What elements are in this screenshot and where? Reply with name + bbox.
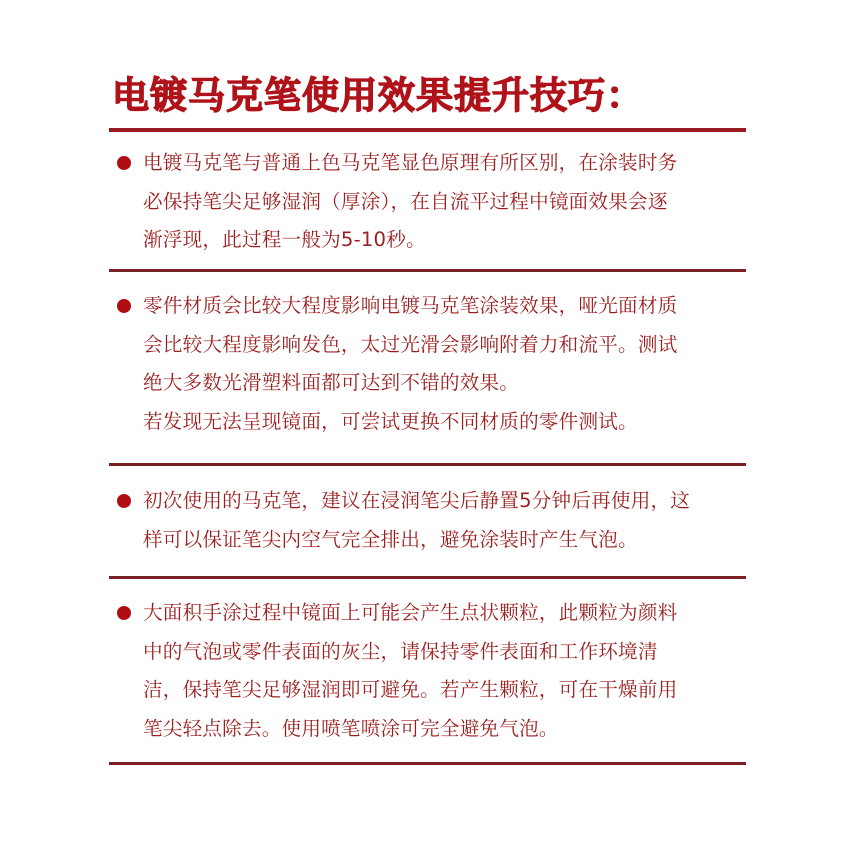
tip-line: 绝大多数光滑塑料面都可达到不错的效果。 [143,371,520,394]
tip-line: 洁，保持笔尖足够湿润即可避免。若产生颗粒，可在干燥前用 [143,678,678,701]
section-divider [109,463,746,466]
tip-text [143,482,746,559]
tip-line: 初次使用的马克笔，建议在浸润笔尖后静置5分钟后再使用，这 [143,489,691,512]
tip-line: 样可以保证笔尖内空气完全排出，避免涂装时产生气泡。 [143,527,638,551]
title-underline [109,128,746,132]
tip-item-3 [109,482,746,562]
tip-text [143,287,746,441]
tip-line: 笔尖轻点除去。使用喷笔喷涂可完全避免气泡。 [143,716,559,740]
tip-line: 若发现无法呈现镜面，可尝试更换不同材质的零件测试。 [143,409,638,433]
tip-line: 渐浮现，此过程一般为5-10秒。 [143,228,426,251]
section-divider [109,762,746,765]
tip-line: 大面积手涂过程中镜面上可能会产生点状颗粒，此颗粒为颜料 [143,601,678,624]
tip-line: 中的气泡或零件表面的灰尘，请保持零件表面和工作环境清 [143,639,658,663]
tip-item-4 [109,594,746,754]
section-divider [109,269,746,272]
bullet-dot-icon [117,156,131,170]
section-divider [109,576,746,579]
tip-text [143,594,746,748]
bullet-dot-icon [117,494,131,508]
page-title: 电镀马克笔使用效果提升技巧： [112,74,644,117]
tip-text [143,144,746,260]
tip-item-1 [109,144,746,264]
tip-item-2 [109,287,746,447]
tip-line: 会比较大程度影响发色，太过光滑会影响附着力和流平。测试 [143,332,678,356]
bullet-dot-icon [117,299,131,313]
tip-line: 必保持笔尖足够湿润（厚涂），在自流平过程中镜面效果会逐 [143,189,668,213]
tip-line: 电镀马克笔与普通上色马克笔显色原理有所区别，在涂装时务 [143,151,678,174]
tip-line: 零件材质会比较大程度影响电镀马克笔涂装效果，哑光面材质 [143,294,678,317]
bullet-dot-icon [117,606,131,620]
